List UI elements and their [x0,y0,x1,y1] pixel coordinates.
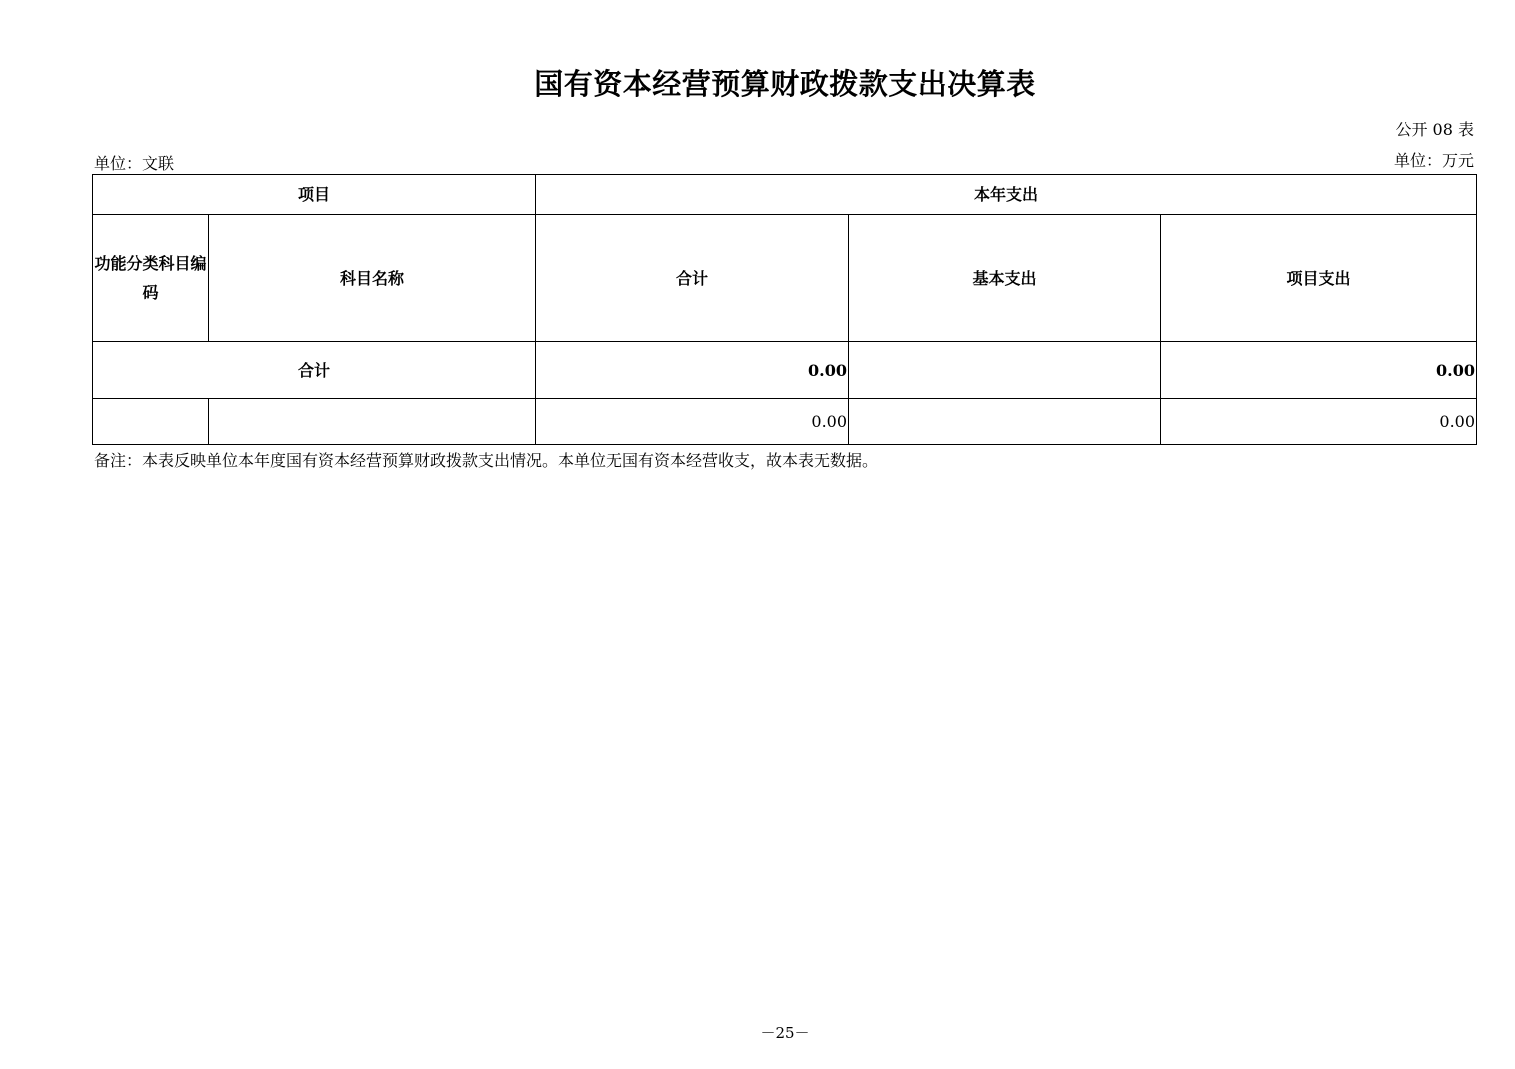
row-project: 0.00 [1161,399,1477,445]
page-number: －25－ [760,1024,810,1042]
total-row [93,342,1477,399]
header-current-year: 本年支出 [536,175,1477,215]
header-project: 项目 [93,175,536,215]
table-row [93,399,1477,445]
column-header-total: 合计 [536,215,849,342]
column-header-code: 功能分类科目编码 [93,215,209,342]
table-header-row-2 [93,215,1477,342]
row-code [93,399,209,445]
total-row-total: 0.00 [536,342,849,399]
table-header-row-1 [93,175,1477,215]
column-header-project: 项目支出 [1161,215,1477,342]
total-row-project: 0.00 [1161,342,1477,399]
total-row-label: 合计 [93,342,536,399]
total-row-basic [849,342,1161,399]
row-total: 0.00 [536,399,849,445]
unit-organization: 单位：文联 [94,154,175,173]
unit-currency: 单位：万元 [1393,151,1474,170]
page-title: 国有资本经营预算财政拨款支出决算表 [534,67,1036,101]
column-header-basic: 基本支出 [849,215,1161,342]
column-header-name: 科目名称 [209,215,536,342]
table-note: 备注：本表反映单位本年度国有资本经营预算财政拨款支出情况。本单位无国有资本经营收支，故本表无数据。 [94,451,879,470]
expenditure-table [92,174,1477,445]
row-name [209,399,536,445]
form-number: 公开 08 表 [1395,120,1474,139]
row-basic [849,399,1161,445]
